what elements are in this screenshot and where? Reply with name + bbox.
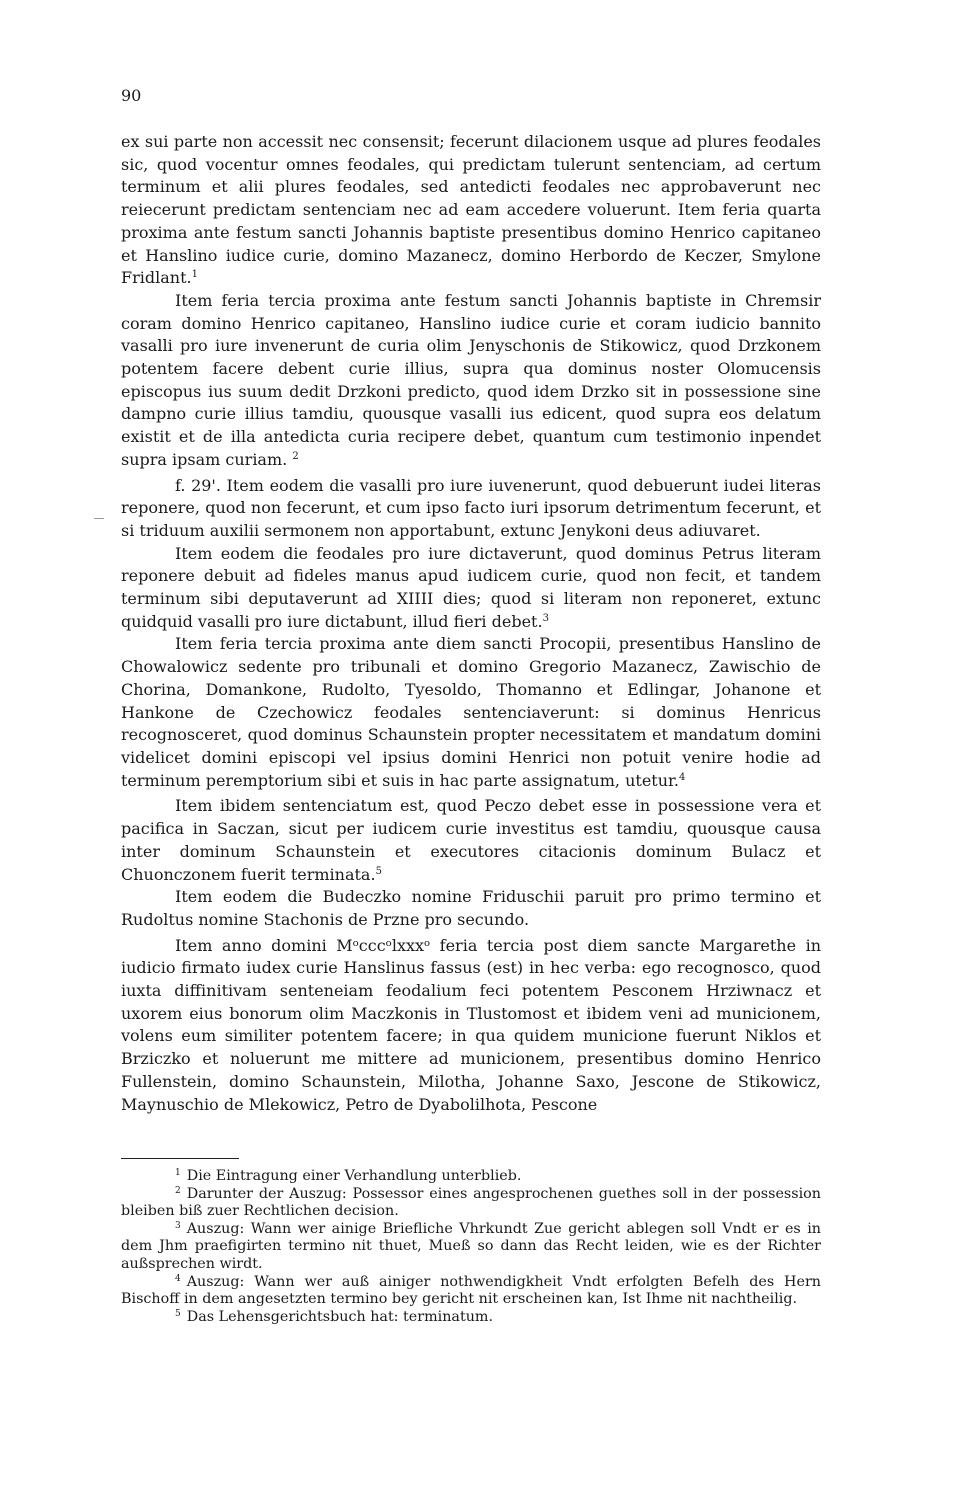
paragraph — [121, 886, 821, 931]
footnote — [121, 1221, 821, 1274]
paragraph-text: Item anno domini Mᵒcccᵒlxxxᵒ feria tercia post diem sancte Margarethe in iudicio firmato iudex curie Hanslinus fassus (est) in hec verba: ego recognosco, quod iuxta diffinitivam senteneiam feodalium feci potentem Pesconem Hrziwnacz et uxorem eius bonorum olim Maczkonis in Tlustomost et ibidem veni ad municionem, volens eum similiter potentem facere; in qua quidem municione fuerunt Niklos et Brziczko et noluerunt me mittere ad municionem, presentibus domino Henrico Fullenstein, domino Schaunstein, Milotha, Johanne Saxo, Jescone de Stikowicz, Maynuschio de Mlekowicz, Petro de Dyabolilhota, Pescone — [121, 935, 821, 1114]
paragraph-text: f. 29'. Item eodem die vasalli pro iure iuvenerunt, quod debuerunt iudei literas reponere, quod non fecerunt, et cum ipso facto iuri ipsorum detrimentum fecerunt, et si triduum auxilii sermonem non apportabunt, extunc Jenykoni deus adiuvaret. — [121, 475, 821, 540]
paragraph-text: ex sui parte non accessit nec consensit; fecerunt dilacionem usque ad plures feodales sic, quod vocentur omnes feodales, qui predictam tulerunt sentenciam, ad certum terminum et alii plures feodales, sed antedicti feodales nec approbaverunt nec reiecerunt predictam sentenciam nec ad eam accedere voluerunt. Item feria quarta proxima ante festum sancti Johannis baptiste presentibus domino Henrico capitaneo et Hanslino iudice curie, domino Mazanecz, domino Herbordo de Keczer, Smylone Fridlant. — [121, 132, 821, 288]
footnote-mark: 4 — [175, 1273, 181, 1284]
footnote-text: Auszug: Wann wer auß ainiger nothwendigkheit Vndt erfolgten Befelh des Hern Bischoff in dem angesetzten termino bey gericht nit erscheinen kan, Ist Ihme nit nachtheilig. — [121, 1273, 821, 1308]
paragraph-text: Item feria tercia proxima ante festum sancti Johannis baptiste in Chremsir coram domino Henrico capitaneo, Hanslino iudice curie et coram iudicio bannito vasalli pro iure invenerunt de curia olim Jenyschonis de Stikowicz, quod Drzkonem potentem facere debent curie illius, supra qua dominus noster Olomucensis episcopus ius suum dedit Drzkoni predicto, quod idem Drzko sit in possessione sine dampno curie illius tamdiu, quousque vasalli ius edicent, quod supra eos delatum existit et de illa antedicta curia recipere debet, quantum cum testimonio inpendet supra ipsam curiam. — [121, 290, 821, 469]
paragraph — [121, 475, 821, 543]
main-text — [121, 131, 821, 1116]
footnote-ref: 5 — [375, 865, 382, 877]
footnotes — [121, 1168, 821, 1326]
footnote-mark: 2 — [175, 1185, 181, 1196]
paragraph-text: Item eodem die feodales pro iure dictaverunt, quod dominus Petrus literam reponere debuit ad fideles manus apud iudicem curie, quod non fecit, et tandem terminum sibi deputaverunt ad XIIII dies; quod si literam non reponeret, extunc quidquid vasalli pro iure dictabunt, illud fieri debet. — [121, 543, 821, 631]
page-number: 90 — [121, 86, 142, 105]
footnote — [121, 1309, 821, 1327]
paragraph-text: Item eodem die Budeczko nomine Friduschii paruit pro primo termino et Rudoltus nomine Stachonis de Przne pro secundo. — [121, 887, 821, 929]
footnote-text: Auszug: Wann wer ainige Briefliche Vhrkundt Zue gericht ablegen soll Vndt er es in dem Jhm praefigirten termino nit thuet, Mueß so dann das Recht leiden, wie es der Richter außsprechen wirdt. — [121, 1220, 821, 1272]
footnote-mark: 5 — [175, 1308, 181, 1319]
footnote-text: Das Lehensgerichtsbuch hat: terminatum. — [186, 1308, 494, 1325]
footnote-rule — [121, 1158, 239, 1159]
paragraph — [121, 633, 821, 792]
footnote-mark: 1 — [175, 1168, 181, 1178]
paragraph — [121, 935, 821, 1117]
paragraph — [121, 131, 821, 290]
paragraph — [121, 290, 821, 472]
paragraph — [121, 543, 821, 634]
footnote-ref: 3 — [542, 612, 549, 624]
footnote-ref: 4 — [679, 771, 686, 783]
footnote-mark: 3 — [175, 1220, 181, 1231]
footnote-text: Die Eintragung einer Verhandlung unterblieb. — [186, 1168, 522, 1184]
paragraph-text: Item feria tercia proxima ante diem sancti Procopii, presentibus Hanslino de Chowalowicz sedente pro tribunali et domino Gregorio Mazanecz, Zawischio de Chorina, Domankone, Rudolto, Tyesoldo, Thomanno et Edlingar, Johanone et Hankone de Czechowicz feodales sentenciaverunt: si dominus Henricus recognosceret, quod dominus Schaunstein propter necessitatem et mandatum domini videlicet domini episcopi vel ipsius domini Henrici non potuit venire hodie ad terminum peremptorium sibi et suis in hac parte assignatum, utetur. — [121, 634, 821, 790]
footnote-text: Darunter der Auszug: Possessor eines angesprochenen guethes soll in der possession bleiben biß zuer Rechtlichen decision. — [121, 1185, 821, 1220]
footnote-ref: 2 — [292, 450, 299, 462]
footnote — [121, 1186, 821, 1221]
paragraph — [121, 795, 821, 886]
footnote — [121, 1168, 821, 1186]
margin-mark — [94, 518, 104, 519]
paragraph-text: Item ibidem sentenciatum est, quod Peczo debet esse in possessione vera et pacifica in Saczan, sicut per iudicem curie investitus est tamdiu, quousque causa inter dominum Schaunstein et executores citacionis dominum Bulacz et Chuonczonem fuerit terminata. — [121, 796, 821, 884]
footnote-ref: 1 — [191, 269, 198, 281]
footnote — [121, 1274, 821, 1309]
